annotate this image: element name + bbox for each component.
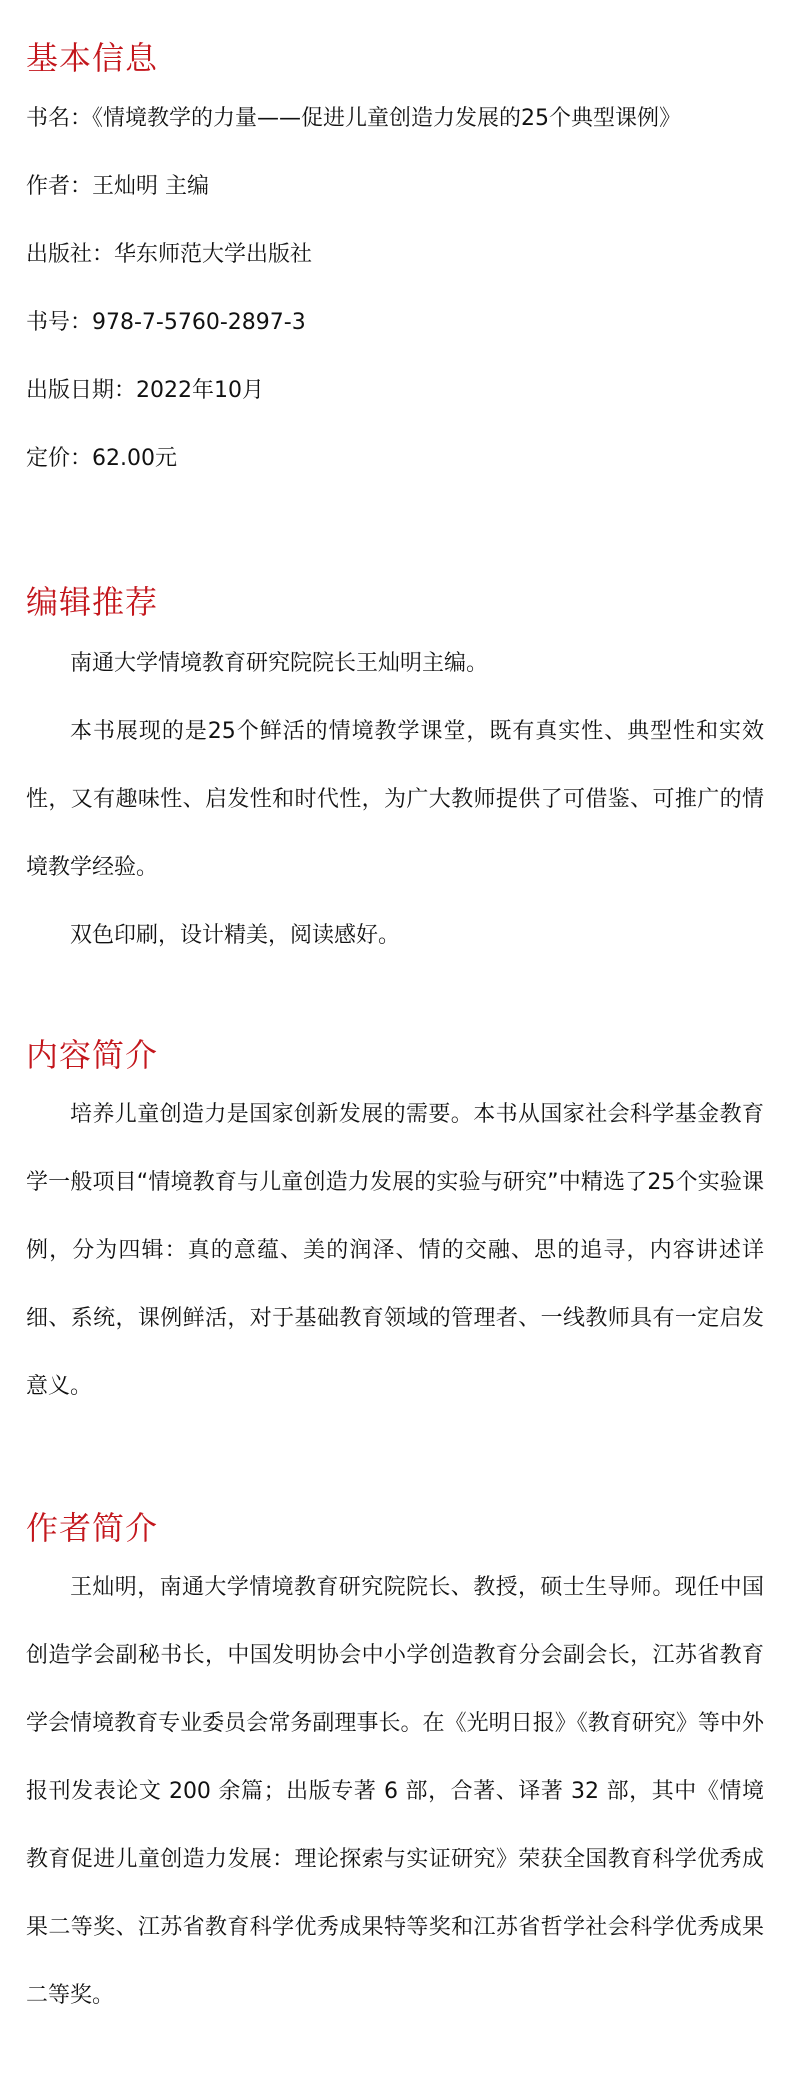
editor-recommend-heading: 编辑推荐 <box>26 583 159 621</box>
content-intro-section <box>26 1035 764 1421</box>
editor-recommend-paragraph: 双色印刷，设计精美，阅读感好。 <box>70 923 401 948</box>
author-intro-heading: 作者简介 <box>26 1509 159 1547</box>
author-intro-paragraph: 王灿明，南通大学情境教育研究院院长、教授，硕士生导师。现任中国创造学会副秘书长，中国发明协会中小学创造教育分会副会长，江苏省教育学会情境教育专业委员会常务副理事长。在《光明日报》《教育研究》等中外报刊发表论文 200 余篇；出版专著 6 部，合著、译著 32 部，其中《情境教育促进儿童创造力发展：理论探索与实证研究》荣获全国教育科学优秀成果二等奖、江苏省教育科学优秀成果特等奖和江苏省哲学社会科学优秀成果二等奖。 <box>26 1575 764 2008</box>
editor-recommend-paragraph: 南通大学情境教育研究院院长王灿明主编。 <box>70 651 489 676</box>
pub-date-line: 出版日期：2022年10月 <box>26 378 264 403</box>
basic-info-heading: 基本信息 <box>26 39 159 77</box>
price-line: 定价：62.00元 <box>26 446 177 471</box>
author-line: 作者：王灿明 主编 <box>26 174 209 199</box>
editor-recommend-section <box>26 582 764 970</box>
book-name-line: 书名：《情境教学的力量——促进儿童创造力发展的25个典型课例》 <box>26 106 681 131</box>
publisher-line: 出版社：华东师范大学出版社 <box>26 242 313 267</box>
editor-recommend-paragraph: 本书展现的是25个鲜活的情境教学课堂，既有真实性、典型性和实效性，又有趣味性、启发性和时代性，为广大教师提供了可借鉴、可推广的情境教学经验。 <box>26 719 764 880</box>
content-intro-paragraph: 培养儿童创造力是国家创新发展的需要。本书从国家社会科学基金教育学一般项目“情境教育与儿童创造力发展的实验与研究”中精选了25个实验课例，分为四辑：真的意蕴、美的润泽、情的交融、思的追寻，内容讲述详细、系统，课例鲜活，对于基础教育领域的管理者、一线教师具有一定启发意义。 <box>26 1102 764 1399</box>
author-intro-section <box>26 1508 764 2030</box>
content-intro-heading: 内容简介 <box>26 1036 159 1074</box>
basic-info-section <box>26 38 764 512</box>
isbn-line: 书号：978-7-5760-2897-3 <box>26 310 306 335</box>
